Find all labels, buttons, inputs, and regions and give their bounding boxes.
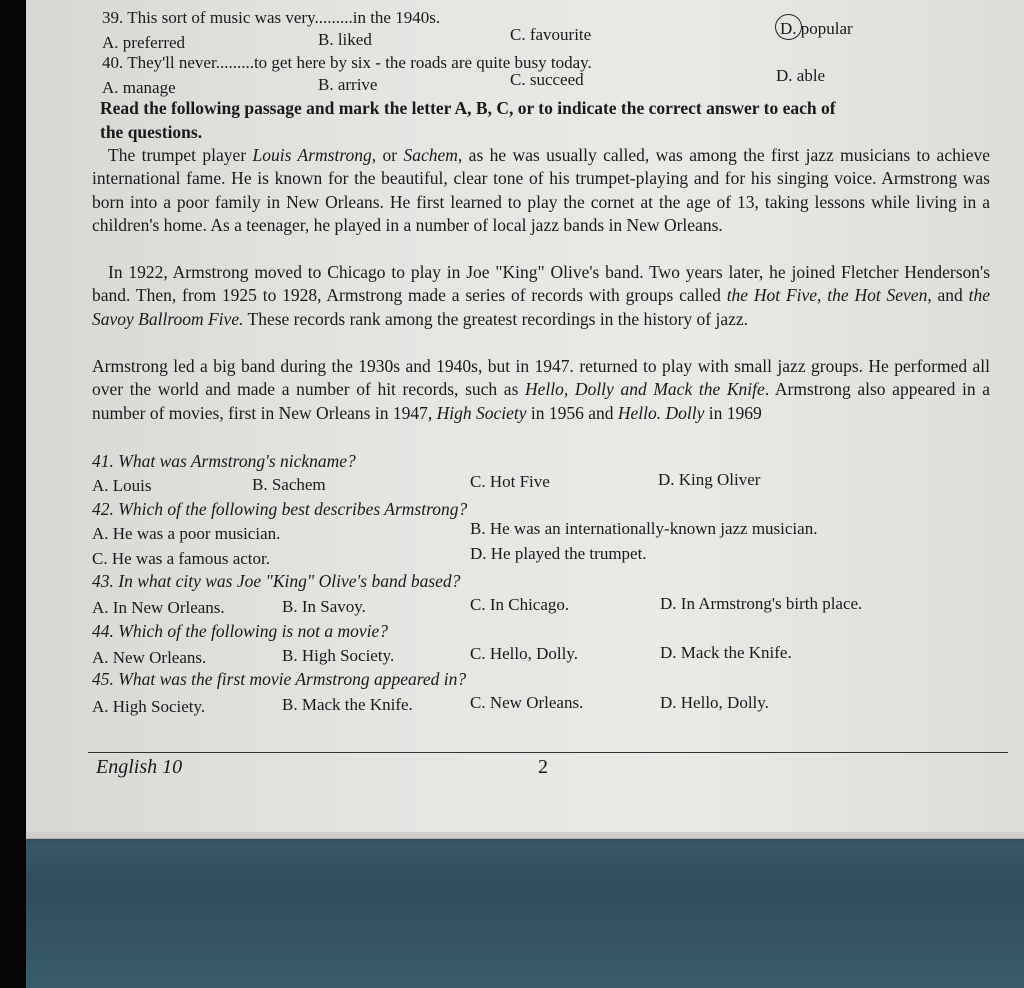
p3-mid: . Armstrong also appeared in a number of movies, first in New Orleans in 1947,: [92, 379, 990, 423]
table-surface: [26, 820, 1024, 988]
q41-option-c: C. Hot Five: [470, 472, 550, 491]
q45-option-b: B. Mack the Knife.: [282, 695, 413, 714]
q44-option-d: D. Mack the Knife.: [660, 643, 792, 662]
worksheet-content: [26, 0, 1024, 836]
q41-option-b: B. Sachem: [252, 475, 326, 494]
p3-movie-2: Hello. Dolly: [617, 402, 705, 423]
q40-option-a: A. manage: [102, 78, 176, 97]
footer-divider: [88, 752, 1008, 753]
question-41-stem: 41. What was Armstrong's nickname?: [92, 451, 356, 471]
question-40-stem: 40. They'll never.........to get here by six - the roads are quite busy today.: [102, 53, 592, 72]
q45-option-d: D. Hello, Dolly.: [660, 693, 769, 712]
p2-pre: In 1922, Armstrong moved to Chicago to play in Joe "King" Olive's band. Two years later, he joined Fletcher Henderson's band. Then, from 1925 to 1928, Armstrong made a series of records with groups called: [92, 262, 990, 306]
q42-option-b: B. He was an internationally-known jazz musician.: [470, 519, 818, 538]
p2-band-2: the Hot Seven: [827, 285, 928, 306]
q43-option-b: B. In Savoy.: [282, 597, 366, 616]
q42-option-c: C. He was a famous actor.: [92, 549, 270, 568]
q45-option-c: C. New Orleans.: [470, 693, 584, 712]
q45-option-a: A. High Society.: [92, 697, 206, 716]
p1-pre: The trumpet player: [108, 145, 253, 165]
q43-option-d: D. In Armstrong's birth place.: [660, 594, 863, 613]
q44-option-a: A. New Orleans.: [92, 648, 207, 667]
q41-option-a: A. Louis: [92, 476, 152, 495]
p3-end: in 1969: [704, 402, 762, 423]
p2-rest: These records rank among the greatest recordings in the history of jazz.: [243, 308, 749, 329]
question-42-stem: 42. Which of the following best describes Armstrong?: [92, 499, 468, 519]
q43-option-a: A. In New Orleans.: [92, 598, 225, 617]
passage-paragraph-2: [92, 261, 990, 331]
p3-pre: Armstrong led a big band during the 1930s and 1940s, but in 1947. returned to play with small jazz groups. He performed all over the world and made a number of hit records, such as: [92, 356, 990, 400]
paper-bottom-edge: [26, 832, 1024, 839]
question-44-stem: 44. Which of the following is not a movie?: [92, 621, 389, 641]
q39-option-d: D. popular: [780, 19, 853, 38]
q40-option-c: C. succeed: [510, 70, 584, 89]
question-43-stem: 43. In what city was Joe "King" Olive's band based?: [92, 571, 461, 591]
p2-band-3: the Savoy Ballroom Five.: [92, 285, 991, 329]
instruction-line-1: Read the following passage and mark the letter A, B, C, or to indicate the correct answer to each of: [100, 98, 836, 118]
q42-option-a: A. He was a poor musician.: [92, 524, 281, 543]
p3-songs: Hello, Dolly and Mack the Knife: [525, 379, 765, 400]
footer-subject: English 10: [96, 756, 183, 778]
p1-rest: , as he was usually called, was among the first jazz musicians to achieve international fame. He is known for the beautiful, clear tone of his trumpet-playing and for his singing voice. Armstrong was born into a poor family in New Orleans. He first learned to play the cornet at the age of 13, taking lessons while living in a children's home. As a teenager, he played in a number of local jazz bands in New Orleans.: [92, 145, 990, 236]
p3-movie-1: High Society: [436, 402, 527, 423]
paper-sheet: [26, 0, 1024, 836]
p1-nickname: Sachem: [403, 145, 458, 165]
q39-option-b: B. liked: [318, 30, 372, 49]
q43-option-c: C. In Chicago.: [470, 595, 570, 614]
question-39-stem: 39. This sort of music was very.........in the 1940s.: [102, 8, 441, 27]
q44-option-b: B. High Society.: [282, 646, 395, 665]
footer-page-number: 2: [538, 756, 548, 778]
q39-option-a: A. preferred: [102, 33, 186, 52]
q44-option-c: C. Hello, Dolly.: [470, 644, 578, 663]
instruction-line-2: the questions.: [100, 122, 203, 142]
p2-sep-1: ,: [817, 285, 828, 306]
q42-option-d: D. He played the trumpet.: [470, 544, 647, 563]
p3-mid-2: in 1956 and: [526, 402, 618, 423]
background-left-edge: [0, 0, 26, 988]
q40-option-b: B. arrive: [318, 75, 378, 94]
passage-paragraph-1: [92, 144, 990, 238]
p1-name: Louis Armstrong: [252, 145, 372, 165]
question-45-stem: 45. What was the first movie Armstrong appeared in?: [92, 669, 467, 689]
p1-mid: , or: [371, 145, 404, 165]
q41-option-d: D. King Oliver: [658, 470, 761, 489]
p2-band-1: the Hot Five: [726, 285, 818, 306]
q40-option-d: D. able: [776, 66, 826, 85]
p2-sep-2: , and: [927, 285, 969, 306]
q39-option-c: C. favourite: [510, 25, 592, 44]
passage-paragraph-3: [92, 355, 990, 425]
